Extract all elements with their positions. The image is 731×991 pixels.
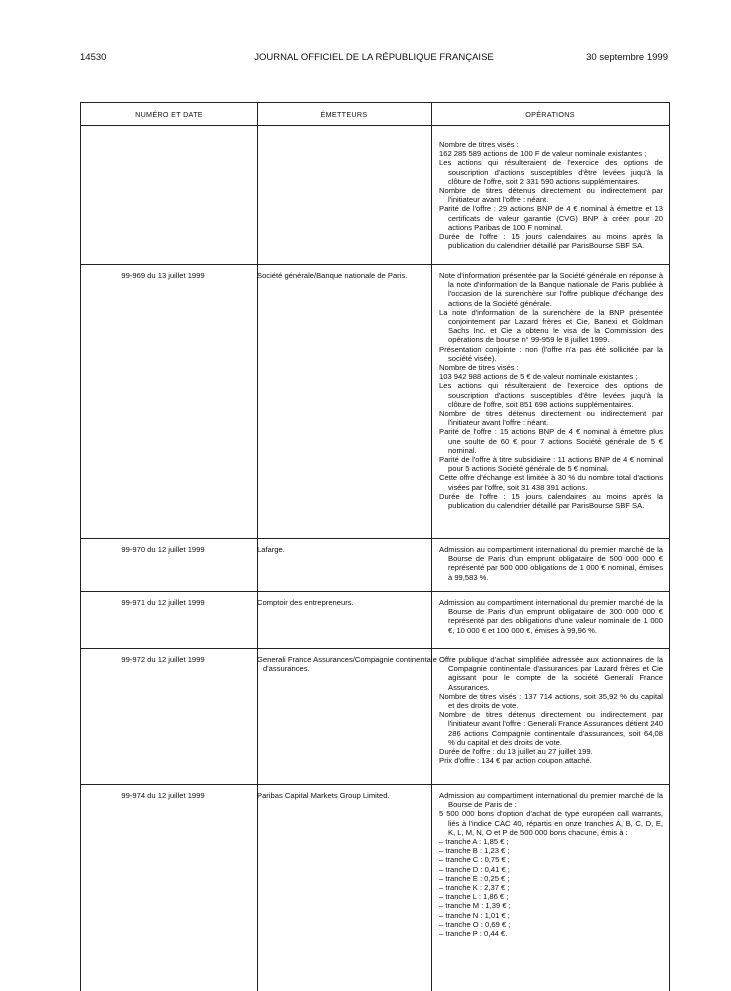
operation-line: Parité de l'offre : 29 actions BNP de 4 € nominal à émettre et 13 certificats de valeur garantie (CVG) BNP à créer pour 20 actions Paribas de 100 F nominal. [439,204,663,232]
operation-line: Parité de l'offre : 15 actions BNP de 4 € nominal à émettre plus une soulte de 60 € pour 7 actions Société générale de 5 € nominal. [439,427,663,455]
operation-line: Admission au compartiment international du premier marché de la Bourse de Paris de : [439,791,663,810]
operation-line: – tranche O : 0,69 € ; [439,919,511,929]
date-cell: 99-971 du 12 juillet 1999 [121,598,205,607]
date-cell: 99-974 du 12 juillet 1999 [121,791,205,800]
operation-line: Admission au compartiment international du premier marché de la Bourse de Paris d'un emprunt obligataire de 300 000 000 € représenté par des obligations d'une valeur nominale de 1 000 €, 10 000 € et 100 000 €, émises à 99,96 %. [439,598,663,635]
operation-line: Durée de l'offre : du 13 juillet au 27 juillet 199. [439,747,593,757]
operation-line: – tranche N : 1,01 € ; [439,910,510,920]
operation-line: Nombre de titres détenus directement ou indirectement par l'initiateur avant l'offre : néant. [439,409,663,428]
operation-line: – tranche P : 0,44 €. [439,929,508,939]
table-row [81,785,669,991]
operations-cell [439,271,663,510]
operation-line: 162 285 589 actions de 100 F de valeur nominale existantes ; [439,149,647,159]
operation-line: 103 942 988 actions de 5 € de valeur nominale existantes ; [439,372,638,382]
column-header-emetteurs: ÉMETTEURS [320,110,368,119]
operation-line: Présentation conjointe : non (l'offre n'a pas été sollicitée par la société visée). [439,344,663,363]
operation-line: Offre publique d'achat simplifiée adressée aux actionnaires de la Compagnie continentale d'assurances par Lazard frères et Cie agissant pour le compte de la société Generali France Assurances. [439,655,663,692]
operation-line: Nombre de titres visés : 137 714 actions, soit 35,92 % du capital et des droits de vote. [439,691,663,711]
operation-line: Nombre de titres visés : [439,140,519,149]
issuer-cell: Lafarge. [257,545,285,554]
issuer-cell: Comptoir des entrepreneurs. [257,598,354,607]
date-cell: 99-972 du 12 juillet 1999 [121,655,205,664]
operations-cell [439,791,663,938]
operation-line: 5 500 000 bons d'option d'achat de type européen call warrants, liés à l'indice CAC 40, répartis en onze tranches A, B, C, D, E, K, L, M, N, O et P de 500 000 bons chacune, émis à : [439,809,663,837]
operation-line: Nombre de titres visés : [439,363,519,373]
publication-date: 30 septembre 1999 [586,52,668,63]
operation-line: – tranche M : 1,39 € ; [439,901,511,911]
operation-line: Nombre de titres détenus directement ou indirectement par l'initiateur avant l'offre : Generali France Assurances détient 240 286 actions Compagnie continentale d'assurances, soit 64,08 % du capital et des droits de vote. [439,710,663,747]
operation-line: Note d'information présentée par la Société générale en réponse à la note d'information de la Banque nationale de Paris publiée à l'occasion de la surenchère sur l'offre publique d'échange des actions de la Société générale. [439,271,663,308]
issuer-cell: Paribas Capital Markets Group Limited. [257,791,390,800]
table-header [81,103,669,126]
operation-line: – tranche C : 0,75 € ; [439,855,510,865]
operations-cell [439,598,663,635]
table-row [81,539,669,592]
operation-line: – tranche L : 1,86 € ; [439,892,509,902]
date-cell: 99-969 du 13 juillet 1999 [121,271,205,280]
operation-line: – tranche K : 2,37 € ; [439,883,510,893]
operation-line: – tranche D : 0,41 € ; [439,864,510,874]
operations-cell [439,140,663,250]
date-cell: 99-970 du 12 juillet 1999 [121,545,205,554]
page-header [80,52,668,66]
operation-line: Les actions qui résulteraient de l'exercice des options de souscription d'actions susceptibles d'être levées juqu'à la clôture de l'offre, soit 2 331 590 actions supplémentaires. [439,158,663,186]
operation-line: Durée de l'offre : 15 jours calendaires au moins après la publication du calendrier détaillé par ParisBourse SBF SA. [439,232,663,251]
table-row [81,649,669,785]
operation-line: Durée de l'offre : 15 jours calendaires au moins après la publication du calendrier détaillé par ParisBourse SBF SA. [439,491,663,511]
operation-line: – tranche A : 1,85 € ; [439,837,509,847]
operations-cell [439,655,663,765]
operation-line: Admission au compartiment international du premier marché de la Bourse de Paris d'un emprunt obligataire de 500 000 000 € représenté par 500 000 obligations de 1 000 € nominal, émises à 99,583 %. [439,545,663,582]
operation-line: – tranche B : 1,23 € ; [439,846,510,856]
operation-line: La note d'information de la surenchère de la BNP présentée conjointement par Lazard frères et Cie, Banexi et Goldman Sachs Inc. et Cie a obtenu le visa de la Commission des opérations de bourse n° 99-959 le 8 juillet 1999. [439,307,663,345]
operation-line: Cette offre d'échange est limitée à 30 % du nombre total d'actions visées par l'offre, soit 31 438 391 actions. [439,473,663,492]
table-row [81,592,669,649]
issuer-cell: Generali France Assurances/Compagnie continentale d'assurances. [257,655,437,674]
operation-line: Les actions qui résulteraient de l'exercice des options de souscription d'actions susceptibles d'être levées juqu'à la clôture de l'offre, soit 851 698 actions supplémentaires. [439,381,663,409]
operations-cell [439,545,663,582]
table-row [81,265,669,539]
column-header-operations: OPÉRATIONS [525,110,575,119]
operation-line: Prix d'offre : 134 € par action coupon attaché. [439,756,592,766]
operation-line: – tranche E : 0,25 € ; [439,873,510,883]
journal-title: JOURNAL OFFICIEL DE LA RÉPUBLIQUE FRANÇAISE [254,52,494,63]
operation-line: Parité de l'offre à titre subsidiaire : 11 actions BNP de 4 € nominal pour 5 actions Société générale de 5 € nominal. [439,455,663,474]
operation-line: Nombre de titres détenus directement ou indirectement par l'initiateur avant l'offre : néant. [439,186,663,205]
column-header-numero-date: NUMÉRO ET DATE [135,110,203,119]
table-row [81,126,669,265]
issuer-cell: Société générale/Banque nationale de Paris. [257,271,408,280]
page-number: 14530 [80,52,107,63]
operations-table [80,102,670,991]
